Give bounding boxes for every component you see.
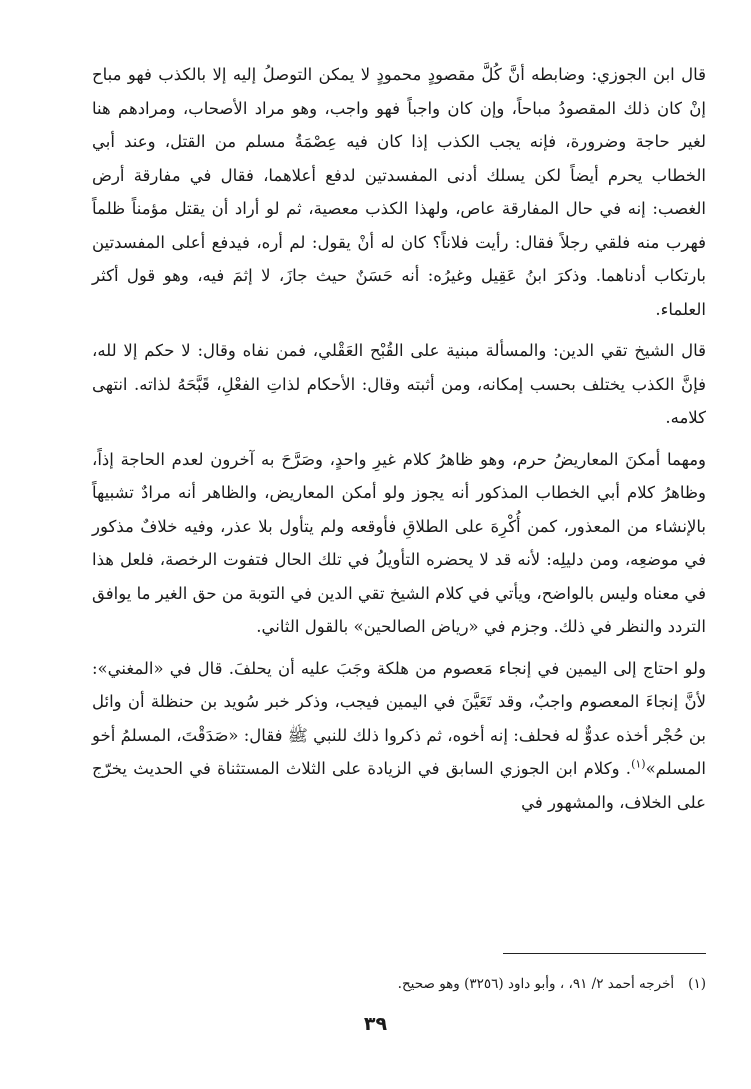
footnote-number: (١) [688,976,706,992]
footnote-text: أخرجه أحمد ٢/ ٩١، ، وأبو داود (٣٢٥٦) وهو صحيح. [397,976,675,992]
paragraph-4-text-after: . وكلام ابن الجوزي السابق في الزيادة على الثلاث المستثناة في الحديث يخرّج على الخلاف، والمشهور في [92,759,706,812]
page-number: ٣٩ [363,1013,388,1035]
footnote-reference: (١) [631,757,646,771]
footnote-separator [503,953,706,954]
paragraph-4-text: ولو احتاج إلى اليمين في إنجاء مَعصوم من هلكة وجَبَ عليه أن يحلفَ. قال في «المغني»: لأنَّ إنجاءَ المعصوم واجبٌ، وقد تَعَيَّنَ في اليمين فيجب، وذكر خبر سُويد بن حنظلة أن وائل بن حُجْر أخذه عدوٌّ له فحلف: إنه أخوه، ثم ذكروا ذلك للنبي ﷺ فقال: «صَدَقْتَ، المسلمُ أخو المسلم» [92,658,706,778]
paragraph-1: قال ابن الجوزي: وضابطه أنَّ كُلَّ مقصودٍ محمودٍ لا يمكن التوصلُ إليه إلا بالكذب فهو مباح إنْ كان ذلك المقصودُ مباحاً، وإن كان واجباً فهو واجب، وهو مراد الأصحاب، ومرادهم هنا لغير حاجة وضرورة، فإنه يجب الكذب إذا كان فيه عِصْمَةُ مسلم من القتل، وعند أبي الخطاب يحرم أيضاً لكن يسلك أدنى المفسدتين لدفع أعلاهما، فقال في مفارقة أرض الغصب: إنه في حال المفارقة عاص، ولهذا الكذب معصية، ثم لو أراد أن يقتل مؤمناً ظلماً فهرب منه فلقي رجلاً فقال: رأيت فلاناً؟ كان له أنْ يقول: لم أره، فيدفع أعلى المفسدتين بارتكاب أدناهما. وذكرَ ابنُ عَقِيل وغيرُه: أنه حَسَنٌ حيث جازَ، لا إثمَ فيه، وهو قول أكثر العلماء. [92,65,706,319]
paragraph-2: قال الشيخ تقي الدين: والمسألة مبنية على القُبْح العَقْلي، فمن نفاه وقال: لا حكم إلا لله، فإنَّ الكذب يختلف بحسب إمكانه، ومن أثبته وقال: الأحكام لذاتِ الفعْلِ، قَبَّحَهُ لذاته. انتهى كلامه. [92,341,706,427]
paragraph-3: ومهما أمكنَ المعاريضُ حرم، وهو ظاهرُ كلام غيرِ واحدٍ، وصَرَّحَ به آخرون لعدم الحاجة إذاً، وظاهرُ كلام أبي الخطاب المذكور أنه يجوز ولو أمكن المعاريض، والظاهر أنه مرادٌ تشبيهاً بالإنشاء من المعذور، كمن أُكْرِهَ على الطلاقِ فأوقعه ولم يتأول بلا عذر، وفيه خلافٌ مذكور في موضعِه، ومن دليلِه: لأنه قد لا يحضره التأويلُ في تلك الحال فتفوت الرخصة، فلعل هذا في معناه وليس بالواضح، ويأتي في كلام الشيخ تقي الدين في التوبة من حق الغير ما يوافق التردد والنظر في ذلك. وجزم في «رياض الصالحين» بالقول الثاني. [92,449,706,636]
main-text [92,58,706,819]
paragraph-4 [92,652,706,820]
footnote [200,973,706,995]
